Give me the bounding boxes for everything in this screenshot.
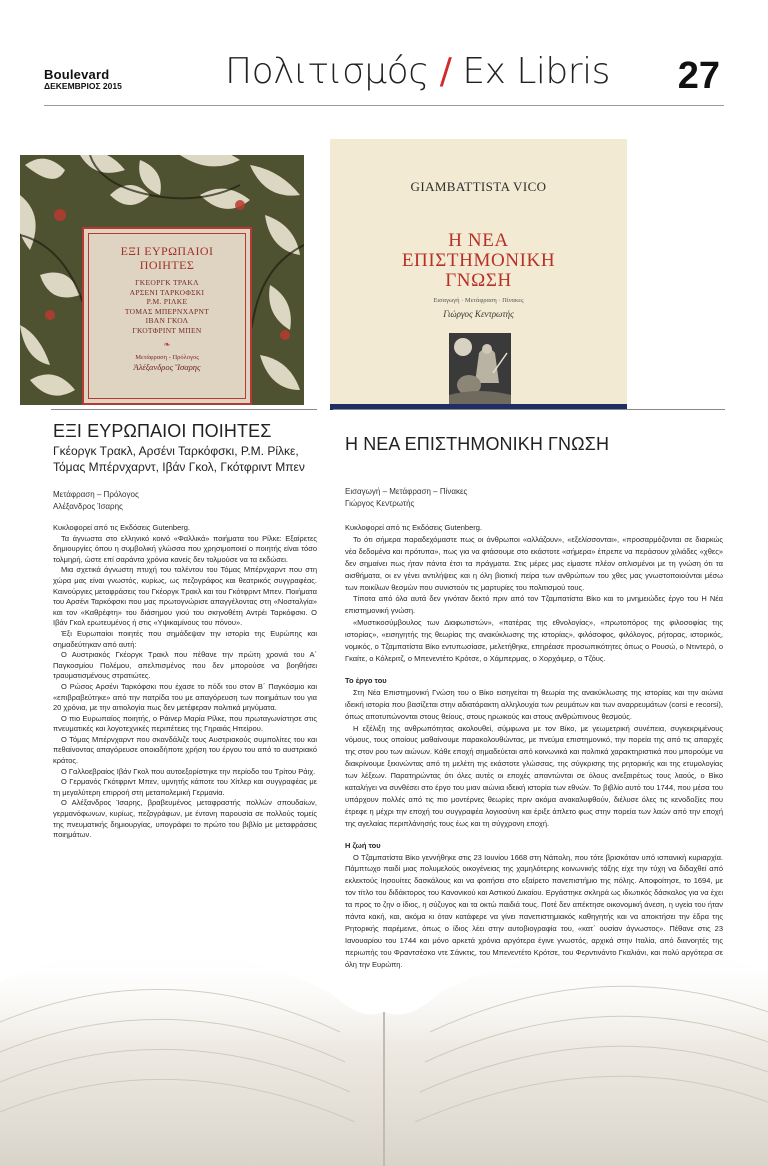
masthead [44,68,122,91]
cover-title-line-2: ΕΠΙΣΤΗΜΟΝΙΚΗ [401,250,556,271]
body-paragraph: Τα άγνωστα στο ελληνικό κοινό «Φαλλικά» ποιήματα του Ρίλκε: Εξαίρετες δημιουργίες όπου η συμβολική γλώσσα που χρησιμοποιεί ο ποιητής είναι τόσο τολμηρή, ώστε επί σαράντα χρόνια κανείς δεν τολμούσε να τα εκδώσει. [53,533,317,564]
header-divider [44,105,724,106]
left-article-credits [53,489,317,513]
body-paragraph: Έξι Ευρωπαίοι ποιητές που σημάδεψαν την ιστορία της Ευρώπης και σημαδεύτηκαν από αυτή: [53,628,317,649]
left-article-title: ΕΞΙ ΕΥΡΩΠΑΙΟΙ ΠΟΙΗΤΕΣ [53,421,272,441]
cover-poet-list [89,278,245,335]
cover-translation-label: Μετάφραση - Πρόλογος [135,354,199,361]
body-paragraph: Τίποτα από όλα αυτά δεν γινόταν δεκτό πριν από τον Τζαμπατίστα Βίκο και το μνημειώδες έργο του Η Νέα επιστημονική γνώση. [345,594,723,616]
body-paragraph: Ο Γαλλοεβραίος Ιβάν Γκολ που αυτοεξορίστηκε την περίοδο του Τρίτου Ράιχ. [61,766,316,776]
cover-poet-name: ΙΒΑΝ ΓΚΟΛ [145,316,189,325]
left-article-subtitle: Γκέοργκ Τρακλ, Αρσένι Ταρκόφσκι, Ρ.Μ. Ρίλκε, Τόμας Μπέρνχαρντ, Ιβάν Γκολ, Γκότφριντ Μπεν [53,444,305,474]
cover-author: GIAMBATTISTA VICO [410,179,547,194]
body-paragraph: «Μυστικοσύμβουλος των Διαφωτιστών», «πατέρας της εθνολογίας», «πρωτοπόρος της φιλοσοφίας της ιστορίας», «εισηγητής της θεωρίας της ανακύκλωσης της ιστορίας», φιλόσοφος, φιλόλογος, ρήτορας, ιστορικός, νομικός, ο Τζαμπατίστα Βίκο εντυπωσίασε, μελετήθηκε, επηρέασε προσωπικότητες όπως ο Ρουσώ, ο Ντιντερό, ο Γκαίτε, ο Κόλεριτζ, ο Μπενεντέτο Κρότσε, ο Χάμπερμας, ο Χορχάιμερ, ο Τζόυς. [345,618,723,663]
body-paragraph: Ο Τζαμπατίστα Βίκο γεννήθηκε στις 23 Ιουνίου 1668 στη Νάπολη, που τότε βρισκόταν υπό ισπανική κυριαρχία. Πάμπτωχο παιδί μιας πολυμελούς οικογένειας της χαμηλότερης κοινωνικής τάξης είχε την τύχη να διδαχθεί από εκλεκτούς Ιησουίτες δασκάλους και να φοιτήσει στο εξαίρετο πανεπιστήμιο της πόλης. Αποφοίτησε, το 1694, με τον τίτλο του διδάκτορος του Κανονικού και Αστικού Δικαίου. Εργάστηκε σκληρά ως ιδιωτικός δάσκαλος για να έχει τα προς το ζην ο ίδιος, η σύζυγος και τα οκτώ παιδιά τους. Ποτέ δεν απέκτησε οικονομική άνεση, η υγεία του ήταν πάντα κακή, και, ακόμα κι όταν κατάφερε να γίνει πανεπιστημιακός καθηγητής και να αποκτήσει την έδρα της Ρητορικής παρέμεινε, όπως ο ίδιος λέει στην αυτοβιογραφία του, «κατ΄ ουσίαν άγνωστος». Πέθανε στις 23 Ιανουαρίου του 1744 και μόνο αρκετά χρόνια αργότερα έγινε γνωστός, αρχικά στην Ιταλία, από διανοητές της περιωπής του Φραντσέσκο ντε Σάνκτις, του Μπενεντέτο Κρότσε, του Φερντινάντο Γκαλιάνι, και πολύ αργότερα σε όλη την Ευρώπη. [345,852,723,969]
body-paragraph: Ο Ρώσος Αρσένι Ταρκόφσκι που έχασε το πόδι του στον Β΄ Παγκόσμιο και «επιβραβεύτηκε» από την πατρίδα του με απαγόρευση των ποιημάτων του για 20 χρόνια, με την αιτιολογία πως δεν μετέφεραν πολιτικά μηνύματα. [53,681,317,713]
body-paragraph: Ο Τόμας Μπέρνχαρντ που σκανδάλιζε τους Αυστριακούς συμπολίτες του και πεθαίνοντας απαγόρευσε οποιαδήποτε χρήση του έργου του από το αυστριακό κράτος. [53,734,317,766]
body-paragraph: Ο πιο Ευρωπαίος ποιητής, ο Ράινερ Μαρία Ρίλκε, που πρωταγωνίστησε στις πνευματικές και λογοτεχνικές περιπέτειες της Γηραιάς Ηπείρου. [53,713,317,734]
cover-editor: Γιώργος Κεντρωτής [443,309,514,319]
cover-title [330,231,627,291]
cover-title-card [82,227,252,405]
publisher-emblem-icon: ❧ [163,340,171,349]
right-article-title: Η ΝΕΑ ΕΠΙΣΤΗΜΟΝΙΚΗ ΓΝΩΣΗ [345,434,610,454]
credit-person: Αλέξανδρος Ίσαρης [53,502,123,511]
section-name: Πολιτισμός [225,51,429,92]
credit-role: Εισαγωγή – Μετάφραση – Πίνακες [345,487,468,496]
cover-title-line-2: ΠΟΙΗΤΕΣ [139,258,195,272]
cover-poet-name: Ρ.Μ. ΡΙΛΚΕ [146,297,188,306]
body-paragraph: Ο Αλέξανδρος Ίσαρης, βραβευμένος μεταφραστής πολλών σπουδαίων, γερμανόφωνων, κυρίως, πεζογράφων, με έντονη παρουσία σε πολλούς τομείς της πνευματικής δημιουργίας, υπογράφει το πρώτο του βιβλίο με μεταφράσεις ποιημάτων. [53,798,317,840]
right-article-credits [345,486,723,510]
right-article-body [345,522,723,971]
cover-translator: Ἀλέξανδρος Ἴσαρης [133,362,201,372]
right-column-rule [333,409,725,410]
section-heading: Η ζωή του [345,840,381,850]
column-name: Ex Libris [462,51,610,92]
body-paragraph: Στη Νέα Επιστημονική Γνώση του ο Βίκο εισηγείται τη θεωρία της ανακύκλωσης της ιστορίας και την αιώνια ιδεική ιστορία που βασίζεται στην αδιατάρακτη αλληλουχία των ρευμάτων και των αναρρευμάτων (corsi e recorsi), όπως αποτυπώνονται στους θείους, στους ηρωικούς και στους ανθρώπινους θεσμούς. [345,687,723,721]
cover-title-line-1: Η ΝΕΑ [448,230,509,251]
body-paragraph: Η εξέλιξη της ανθρωπότητας ακολουθεί, σύμφωνα με τον Βίκο, με γεωμετρική συνέπεια, συγκεκριμένους νόμους, τους οποίους μαθαίνουμε παρακολουθώντας, με πνεύμα επιστημονικό, την πορεία της από τις απαρχές της στον ρου των αιώνων. Κάθε εποχή σημαδεύεται από κοινωνικά και πολιτικά χαρακτηριστικά που μπορούμε να διακρίνουμε ξεκινώντας από τη μελέτη της εκάστοτε γλώσσας, της σύγκρισης της ρητορικής και της ετυμολογίας των λέξεων. Παρατηρώντας ότι όλες αυτές οι εποχές απαντώνται σε όλους ανεξαιρέτως τους λαούς, ο Βίκο καταλήγει να συνθέσει στο έργο του μιαν αιώνια ιδεική ιστορία των εθνών. Το βιβλίο αυτό του 1744, που μέσα του υπάρχουν πολλές από τις πιο μοντέρνες θεωρίες πριν ακόμα ανακαλυφθούν, διέλυσε όλες τις κενοδοξίες που έτρεφε η μέχρι την εποχή του συγγραφέα λογιοσύνη και έριξε άπλετο φως στην πορεία των λαών από την εποχή της αγελαίας περιπλάνησής τους έως και τη σύγχρονη εποχή. [345,723,723,828]
left-article [53,421,317,841]
body-paragraph: Ο Γερμανός Γκότφριντ Μπεν, υμνητής κάποτε του Χίτλερ και συγγραφέας με τη μεγαλύτερη επιρροή στη μεταπολεμική Γερμανία. [53,777,317,797]
cover-subtitle: Εισαγωγή · Μετάφραση · Πίνακες [433,297,524,304]
body-paragraph: Ο Αυστριακός Γκέοργκ Τρακλ που πέθανε την πρώτη χρονιά του Α΄ Παγκοσμίου Πολέμου, απελπισμένος που δεν μπορούσε να βοηθήσει τραυματισμένους στρατιώτες. [53,650,317,681]
cover-title-line-1: ΕΞΙ ΕΥΡΩΠΑΙΟΙ [120,244,214,258]
page-number: 27 [677,55,720,97]
right-article [345,434,723,971]
credit-role: Μετάφραση – Πρόλογος [53,490,139,499]
body-paragraph: Κυκλοφορεί από τις Εκδόσεις Gutenberg. [53,523,191,532]
book-cover-new-science [330,139,627,410]
magazine-name: Boulevard [44,67,110,82]
body-paragraph: Κυκλοφορεί από τις Εκδόσεις Gutenberg. [345,523,483,532]
section-slash: / [439,51,452,92]
section-title [225,50,610,94]
body-paragraph: Το ότι σήμερα παραδεχόμαστε πως οι άνθρωποι «αλλάζουν», «εξελίσσονται», «προσαρμόζονται σε διαρκώς νέα δεδομένα και πρότυπα», πως για να φτάσουμε στο εκάστοτε «σήμερα» έπρεπε να περάσουν χιλιάδες «χθες» δεν σημαίνει πως ήταν πάντα έτσι τα πράγματα. Στις μέρες μας είμαστε πλέον οπλισμένοι με τη γνώση ότι τα αισθήματα, οι εν γένει αντιλήψεις και η όλη βιοτική πείρα των ανθρώπων του χθες μας γνωστοποιούνται μέσω των ποικίλων θεσμών που συνιστούν τις μαρτυρίες του πολιτισμού τους. [345,534,723,592]
credit-person: Γιώργος Κεντρωτής [345,499,415,508]
issue-date: ΔΕΚΕΜΒΡΙΟΣ 2015 [44,81,122,91]
frontispiece-engraving-illustration [449,333,511,409]
left-column-rule [51,409,317,410]
cover-poet-name: ΑΡΣΕΝΙ ΤΑΡΚΟΦΣΚΙ [129,287,205,297]
body-paragraph: Μια σχετικά άγνωστη πτυχή του ταλέντου του Τόμας Μπέρνχαρντ που στη χώρα μας είναι γνωστός, κυρίως, ως πεζογράφος και θεατρικός συγγραφέας. Καινούργιες μεταφράσεις του Γκέοργκ Τρακλ και του Γκότφριντ Μπεν. Ποιήματα του Αρσένι Ταρκόφσκι που μας πρωτογνώρισε απαγγέλοντας στη «Νοσταλγία» και τον «Καθρέφτη» του διάσημου γιού του σκηνοθέτη Αντρέι Ταρκόφσκι. Ο Ιβάν Γκολ ερωτευμένος ή στις «Υψικαμίνους του πόνου». [53,565,317,628]
book-cover-six-poets [20,155,304,405]
cover-title-line-3: ΓΝΩΣΗ [445,270,512,291]
cover-poet-name: ΤΟΜΑΣ ΜΠΕΡΝΧΑΡΝΤ [124,306,210,316]
section-heading: Το έργο του [345,675,387,685]
cover-poet-name: ΓΚΕΟΡΓΚ ΤΡΑΚΛ [135,278,199,287]
cover-poet-name: ΓΚΟΤΦΡΙΝΤ ΜΠΕΝ [132,325,202,335]
left-article-body [53,523,317,841]
